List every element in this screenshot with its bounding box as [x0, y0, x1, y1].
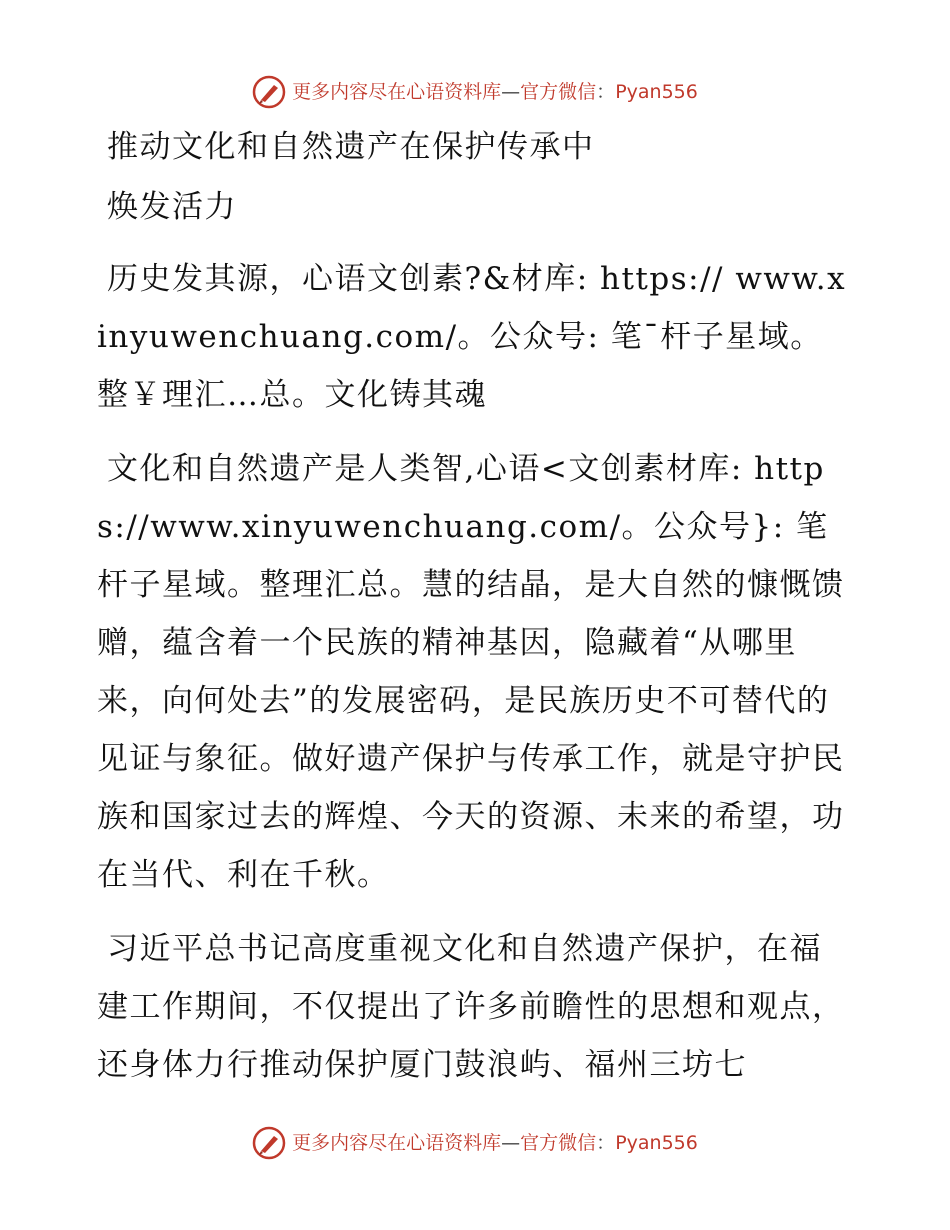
watermark-library-text: 更多内容尽在心语资料库	[292, 81, 502, 103]
watermark-colon: ：	[596, 1132, 616, 1154]
watermark-wechat-id: Pyan556	[615, 1132, 698, 1154]
watermark-wechat-label: 官方微信	[520, 81, 597, 103]
pen-logo-icon	[252, 1126, 286, 1160]
paragraph-1-text: 历史发其源，心语文创素?&材库: https:// www.xinyuwenchuang.com/。公众号: 笔¯杆子星域。整￥理汇…总。文化铸其魂	[97, 261, 847, 413]
title-line-2: 焕发活力	[107, 189, 237, 225]
paragraph-2	[97, 440, 853, 904]
title-line-1: 推动文化和自然遗产在保护传承中	[107, 129, 595, 165]
watermark-colon: ：	[596, 81, 616, 103]
watermark-wechat-label: 官方微信	[520, 1132, 597, 1154]
watermark-banner-top	[0, 75, 950, 109]
watermark-separator: —	[501, 1132, 521, 1154]
paragraph-2-text: 文化和自然遗产是人类智,心语<文创素材库: https://www.xinyuwenchuang.com/。公众号}: 笔杆子星域。整理汇总。慧的结晶，是大自然的慷慨馈赠，蕴含着一个民族的精神基因，隐藏着“从哪里来，向何处去”的发展密码，是民族历史不可替代的见证与象征。做好遗产保护与传承工作，就是守护民族和国家过去的辉煌、今天的资源、未来的希望，功在当代、利在千秋。	[97, 451, 845, 893]
watermark-wechat-id: Pyan556	[615, 81, 698, 103]
watermark-library-text: 更多内容尽在心语资料库	[292, 1132, 502, 1154]
paragraph-1	[97, 250, 853, 424]
paragraph-3	[97, 920, 853, 1094]
watermark-banner-bottom	[0, 1126, 950, 1160]
paragraph-3-text: 习近平总书记高度重视文化和自然遗产保护，在福建工作期间，不仅提出了许多前瞻性的思想和观点，还身体力行推动保护厦门鼓浪屿、福州三坊七	[97, 931, 845, 1083]
pen-logo-icon	[252, 75, 286, 109]
document-body	[97, 118, 853, 1094]
watermark-separator: —	[501, 81, 521, 103]
